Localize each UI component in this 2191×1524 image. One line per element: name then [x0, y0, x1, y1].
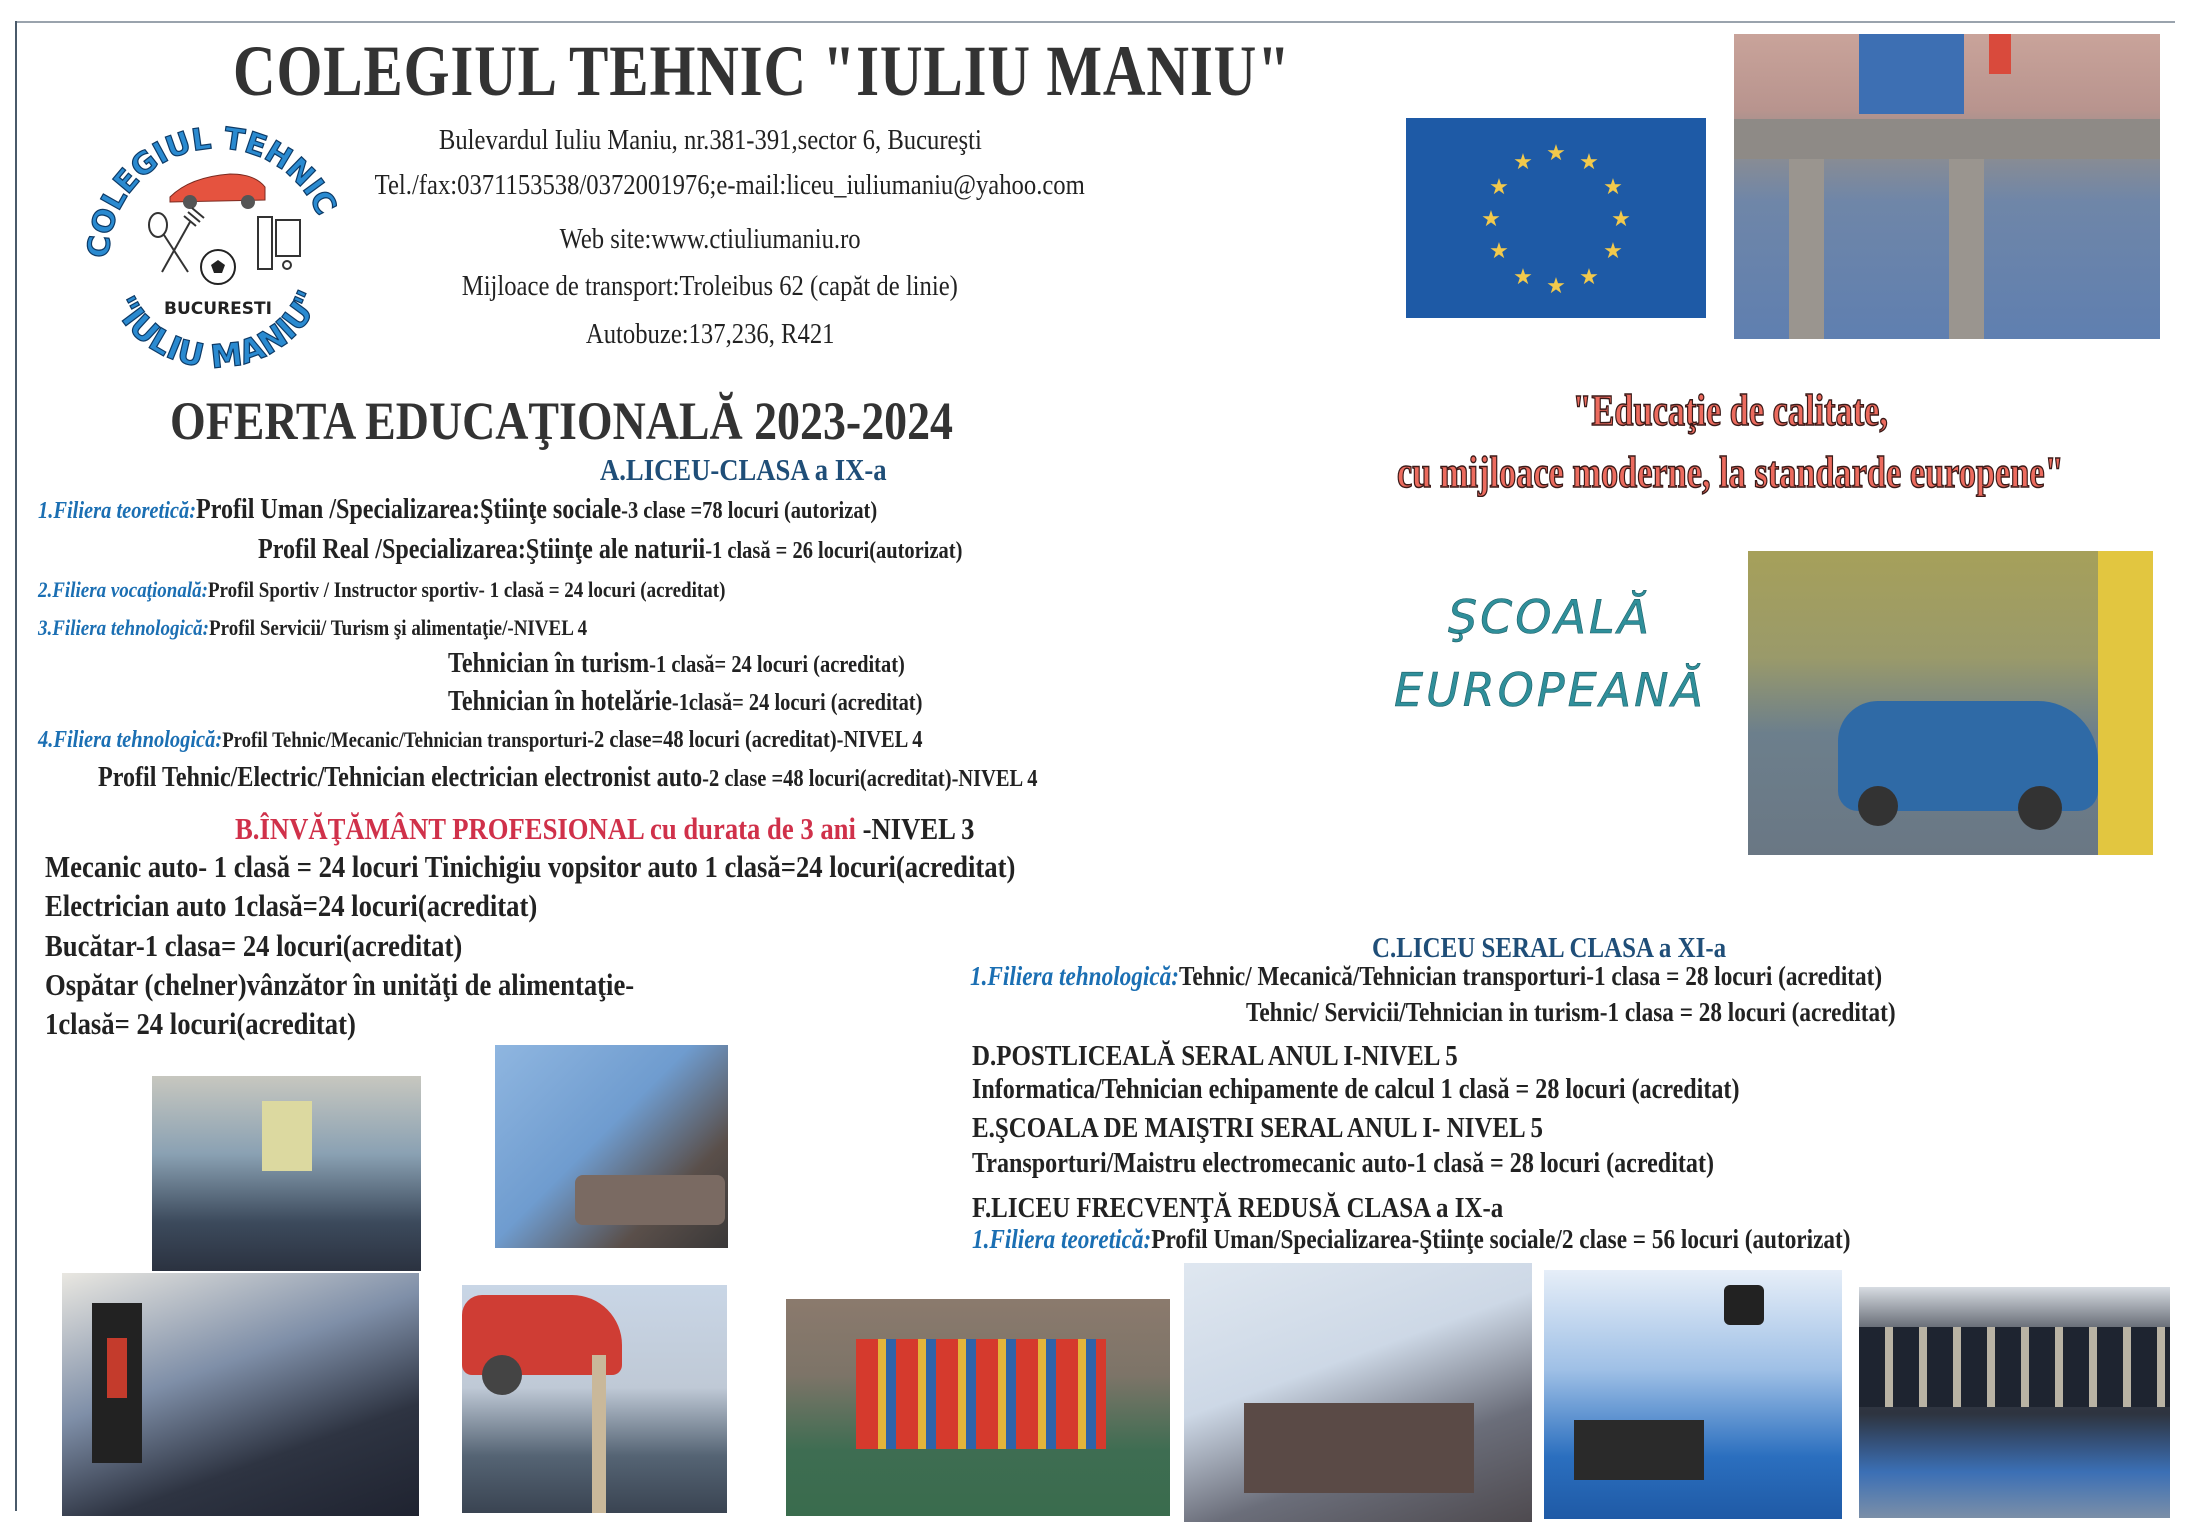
school-entrance-photo [1734, 34, 2160, 339]
svg-text:★: ★ [1546, 273, 1566, 298]
offer-title: OFERTA EDUCAŢIONALĂ 2023-2024 [170, 391, 953, 451]
logo-bottom-text: "IULIU MANIU" [105, 284, 328, 377]
section-b-row-1: Mecanic auto- 1 clasă = 24 locuri Tinichigiu vopsitor auto 1 clasă=24 locuri(acreditat) [45, 849, 1016, 884]
section-a-row-5: Tehnician în turism-1 clasă= 24 locuri (acreditat) [448, 648, 905, 679]
svg-text:★: ★ [1603, 238, 1623, 263]
svg-text:★: ★ [1579, 264, 1599, 289]
section-d-text: Informatica/Tehnician echipamente de calcul 1 clasă = 28 locuri (acreditat) [972, 1074, 1740, 1105]
event-room-photo [1859, 1287, 2170, 1518]
address-line: Bulevardul Iuliu Maniu, nr.381-391,sector 6, Bucureşti [438, 124, 982, 156]
eu-flag [1406, 118, 1706, 318]
eu-stars-icon [1406, 118, 1706, 318]
contact-line: Tel./fax:0371153538/0372001976;e-mail:liceu_iuliumaniu@yahoo.com [374, 169, 1086, 201]
svg-text:★: ★ [1579, 149, 1599, 174]
section-f-text: 1.Filiera teoretică:Profil Uman/Specializarea-Ştiinţe sociale/2 clase = 56 locuri (autorizat) [972, 1224, 1851, 1254]
svg-text:★: ★ [1489, 174, 1509, 199]
slogan-line-2: cu mijloace moderne, la standarde europene" [1396, 448, 2064, 497]
section-d-heading: D.POSTLICEALĂ SERAL ANUL I-NIVEL 5 [972, 1040, 1458, 1072]
transport-line: Mijloace de transport:Troleibus 62 (capăt de linie) [461, 270, 959, 302]
section-b-row-3: Bucătar-1 clasa= 24 locuri(acreditat) [45, 928, 463, 963]
svg-text:★: ★ [1513, 264, 1533, 289]
svg-text:★: ★ [1546, 140, 1566, 165]
classroom-photo [1544, 1270, 1842, 1519]
sports-team-photo [786, 1299, 1170, 1516]
culinary-practice-photo [1184, 1263, 1532, 1522]
car-lift-photo [462, 1285, 727, 1513]
section-e-text: Transporturi/Maistru electromecanic auto-1 clasă = 28 locuri (acreditat) [972, 1148, 1714, 1179]
bus-line: Autobuze:137,236, R421 [585, 318, 835, 350]
svg-text:★: ★ [1513, 149, 1533, 174]
section-b-row-5: 1clasă= 24 locuri(acreditat) [45, 1006, 356, 1041]
page-border-top [15, 21, 2175, 23]
section-e-heading: E.ŞCOALA DE MAIŞTRI SERAL ANUL I- NIVEL 5 [972, 1112, 1544, 1144]
section-b-heading: B.ÎNVĂŢĂMÂNT PROFESIONAL cu durata de 3 ani -NIVEL 3 [235, 811, 975, 846]
section-a-row-8: Profil Tehnic/Electric/Tehnician electrician electronist auto-2 clase =48 locuri(acreditat)-NIVEL 4 [98, 762, 1038, 793]
section-c-row-1: 1.Filiera tehnologică:Tehnic/ Mecanică/Tehnician transporturi-1 clasa = 28 locuri (acreditat) [970, 961, 1883, 991]
slogan-line-1: "Educaţie de calitate, [1572, 386, 1888, 435]
svg-text:★: ★ [1611, 206, 1631, 231]
section-c-heading: C.LICEU SERAL CLASA a XI-a [1372, 932, 1727, 964]
section-a-row-1: 1.Filiera teoretică:Profil Uman /Specializarea:Ştiinţe sociale-3 clase =78 locuri (autorizat) [38, 494, 878, 525]
school-building-car-photo [1748, 551, 2153, 855]
section-a-row-2: Profil Real /Specializarea:Ştiinţe ale naturii-1 clasă = 26 locuri(autorizat) [258, 534, 963, 565]
cooking-class-photo [495, 1045, 728, 1248]
section-c-row-2: Tehnic/ Servicii/Tehnician in turism-1 clasa = 28 locuri (acreditat) [1246, 997, 1896, 1027]
school-title: COLEGIUL TEHNIC "IULIU MANIU" [233, 31, 1291, 111]
svg-text:★: ★ [1489, 238, 1509, 263]
school-hall-photo [152, 1076, 421, 1271]
auto-workshop-photo [62, 1273, 419, 1516]
svg-text:★: ★ [1603, 174, 1623, 199]
svg-text:★: ★ [1481, 206, 1501, 231]
logo-top-text: COLEGIUL TEHNIC [81, 122, 343, 260]
section-a-row-4: 3.Filiera tehnologică:Profil Servicii/ Turism şi alimentaţie/-NIVEL 4 [38, 615, 588, 640]
section-f-heading: F.LICEU FRECVENŢĂ REDUSĂ CLASA a IX-a [972, 1192, 1504, 1224]
website-line: Web site:www.ctiuliumaniu.ro [559, 223, 861, 255]
section-a-row-6: Tehnician în hotelărie-1clasă= 24 locuri (acreditat) [448, 686, 923, 717]
section-a-row-7: 4.Filiera tehnologică:Profil Tehnic/Mecanic/Tehnician transporturi-2 clase=48 locuri (acreditat)-NIVEL 4 [38, 727, 923, 753]
section-b-row-2: Electrician auto 1clasă=24 locuri(acreditat) [45, 888, 538, 923]
badge-line-2: EUROPEANĂ [1393, 663, 1707, 717]
logo-city: BUCURESTI [164, 299, 272, 319]
section-a-heading: A.LICEU-CLASA a IX-a [600, 452, 887, 487]
section-b-row-4: Ospătar (chelner)vânzător în unităţi de alimentaţie- [45, 967, 635, 1002]
section-a-row-3: 2.Filiera vocaţională:Profil Sportiv / Instructor sportiv- 1 clasă = 24 locuri (acreditat) [38, 577, 726, 602]
badge-line-1: ŞCOALĂ [1447, 590, 1653, 644]
